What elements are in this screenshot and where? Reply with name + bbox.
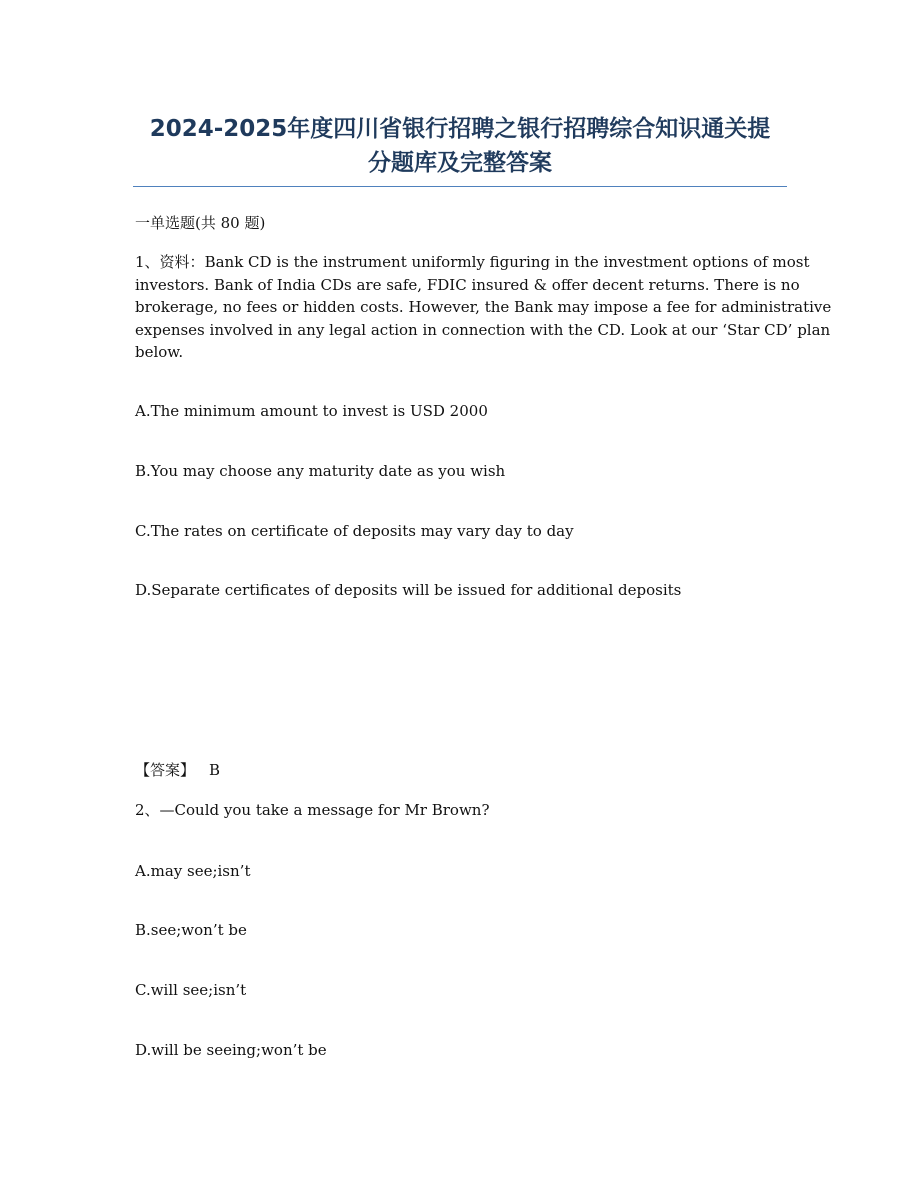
question-1-text-2: investors. Bank of India CDs are safe, FDIC insured & offer decent returns. There is no: [135, 275, 800, 294]
answer-label: 【答案】: [135, 761, 196, 779]
question-2-number: 2、: [135, 801, 160, 819]
question-1-option-d: D.Separate certificates of deposits will be issued for additional deposits: [135, 581, 682, 599]
question-2-option-a: A.may see;isn’t: [135, 862, 251, 880]
title-line-2: 分题库及完整答案: [368, 150, 552, 176]
question-1-text-5: below.: [135, 343, 184, 362]
question-2-option-d: D.will be seeing;won’t be: [135, 1041, 327, 1059]
answer-value: B: [209, 761, 221, 779]
section-heading: 一单选题(共 80 题): [135, 214, 266, 232]
question-1-text-3: brokerage, no fees or hidden costs. However, the Bank may impose a fee for administrative: [135, 298, 832, 317]
question-1-text-4: expenses involved in any legal action in connection with the CD. Look at our ‘Star CD’ plan: [135, 320, 831, 339]
question-1-option-a: A.The minimum amount to invest is USD 2000: [135, 402, 488, 420]
question-2-option-b: B.see;won’t be: [135, 921, 247, 939]
question-2-option-c: C.will see;isn’t: [135, 981, 247, 999]
question-2: [135, 799, 785, 822]
question-1: [135, 251, 832, 364]
question-1-line-1: [135, 251, 810, 274]
question-1-option-c: C.The rates on certificate of deposits may vary day to day: [135, 522, 574, 540]
question-1-answer: [135, 759, 785, 782]
question-2-text: —Could you take a message for Mr Brown?: [159, 801, 490, 819]
question-1-number: 1、: [135, 253, 160, 271]
question-1-text-1: Bank CD is the instrument uniformly figuring in the investment options of most: [204, 253, 810, 271]
title-line-1: 2024-2025年度四川省银行招聘之银行招聘综合知识通关提: [149, 116, 771, 142]
question-1-label: 资料：: [159, 253, 205, 271]
document-title: [120, 112, 800, 180]
question-1-option-b: B.You may choose any maturity date as you wish: [135, 462, 506, 480]
title-divider: [133, 186, 787, 187]
